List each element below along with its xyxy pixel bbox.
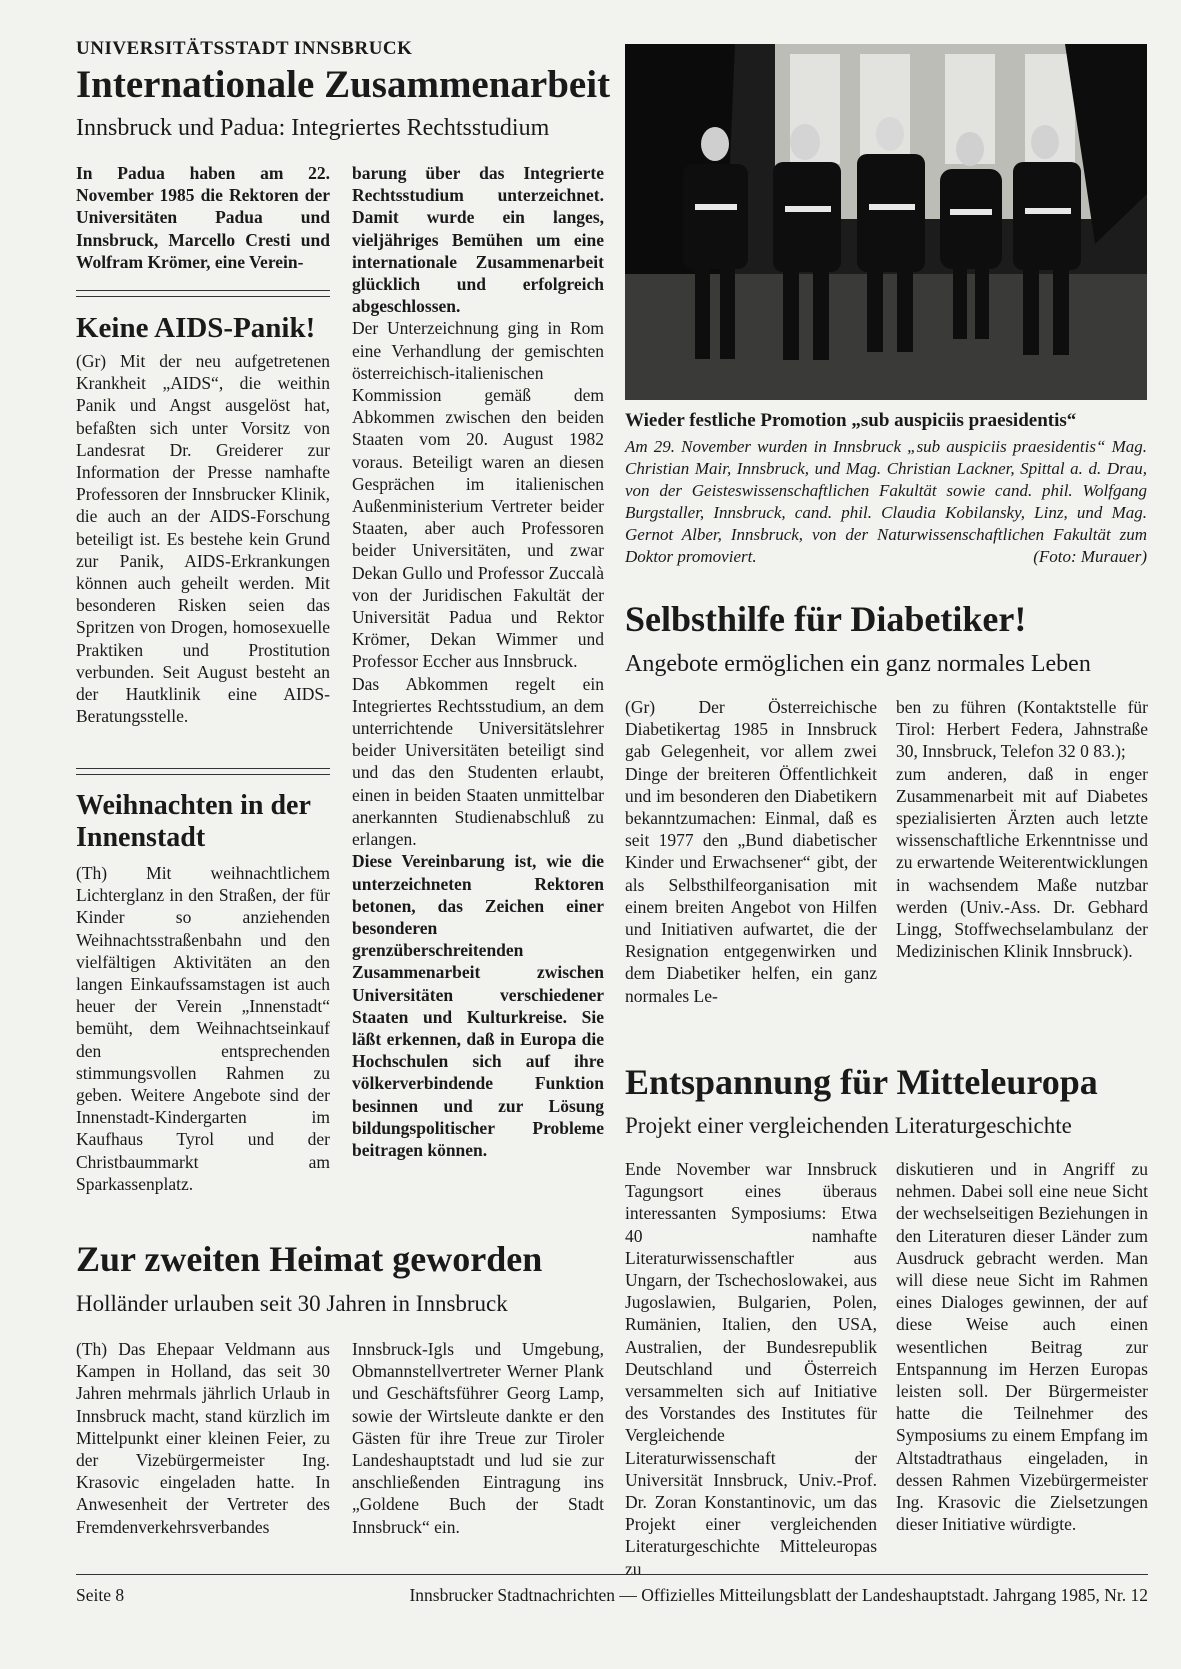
- mitteleuropa-col1: Ende November war Innsbruck Tagungsort eines überaus interessanten Symposiums: Etwa 40 namhafte Literaturwissenschaftler aus Ungarn, der Tschechoslowakei, aus Jugoslawien, Bulgarien, Polen, Rumänien, Italien, den USA, Australien, der Bundesrepublik Deutschland und Österreich versammelten sich auf Initiative des Vorstandes des Institutes für Vergleichende Literaturwissenschaft der Universität Innsbruck, Univ.-Prof. Dr. Zoran Konstantinovic, um das Projekt einer vergleichenden Literaturgeschichte Mitteleuropas zu: [625, 1159, 877, 1579]
- photo-credit: (Foto: Murauer): [1033, 547, 1147, 566]
- publication-info: Innsbrucker Stadtnachrichten — Offizielles Mitteilungsblatt der Landeshauptstadt. Jahrgang 1985, Nr. 12: [409, 1585, 1148, 1605]
- diabetiker-col2a: ben zu führen (Kontaktstelle für Tirol: Herbert Federa, Jahnstraße 30, Innsbruck, Telefon 32 0 83.);: [896, 697, 1148, 762]
- aids-title: Keine AIDS-Panik!: [76, 312, 316, 344]
- weihnachten-text: (Th) Mit weihnachtlichem Lichterglanz in den Straßen, der für Kinder so anziehenden Weihnachtsstraßenbahn und den vielfältigen Aktivitäten an den langen Einkaufssamstagen ist auch heuer der Verein „Innenstadt“ bemüht, dem Weihnachtseinkauf den entsprechenden stimmungsvollen Rahmen zu geben. Weitere Angebote sind der Innenstadt-Kindergarten im Kaufhaus Tyrol und der Christbaummarkt am Sparkassenplatz.: [76, 863, 330, 1194]
- aids-text: (Gr) Mit der neu aufgetretenen Krankheit „AIDS“, die weithin Panik und Angst ausgelöst hat, befaßten sich unter Vorsitz von Landesrat Dr. Greiderer zur Information der Presse namhafte Professoren der Innsbrucker Klinik, die auch an der AIDS-Forschung beteiligt ist. Es bestehe kein Grund zur Panik, AIDS-Erkrankungen können auch geheilt werden. Mit besonderen Risken seien das Spritzen von Drogen, homosexuelle Praktiken und Prostitution verbunden. Seit August besteht an der Hautklinik eine AIDS-Beratungsstelle.: [76, 351, 330, 727]
- main-article-lead-col1: In Padua haben am 22. November 1985 die Rektoren der Universitäten Padua und Innsbruck, Marcello Cresti und Wolfram Krömer, eine Verein-: [76, 163, 330, 272]
- promotion-photo: [625, 44, 1147, 400]
- heimat-col2: Innsbruck-Igls und Umgebung, Obmannstellvertreter Werner Plank und Geschäftsführer Georg Lamp, sowie der Wirtsleute dankte er den Gästen für ihre Treue zur Tiroler Landeshauptstadt und lud sie zur anschließenden Eintragung ins „Goldene Buch der Stadt Innsbruck“ ein.: [352, 1339, 604, 1537]
- main-article-para3: Das Abkommen regelt ein Integriertes Rechtsstudium, an dem unterrichtende Universitätslehrer beider Universitäten beteiligt sind und das den Studenten erlaubt, einen in beiden Staaten unmittelbar anerkannten Studienabschluß zu erlangen.: [352, 673, 604, 850]
- heimat-subtitle: Holländer urlauben seit 30 Jahren in Innsbruck: [76, 1291, 508, 1316]
- main-article-lead-col2: barung über das Integrierte Rechtsstudium unterzeichnet. Damit wurde ein langes, vieljähriges Bemühen um eine internationale Zusammenarbeit glücklich und erfolgreich abgeschlossen.: [352, 163, 604, 317]
- page-number: Seite 8: [76, 1585, 125, 1605]
- photo-caption-title: Wieder festliche Promotion „sub auspiciis praesidentis“: [625, 410, 1077, 431]
- photo-graphic: [625, 44, 1147, 400]
- photo-caption-text: Am 29. November wurden in Innsbruck „sub auspiciis praesidentis“ Mag. Christian Mair, Innsbruck, und Mag. Christian Lackner, Spittal a. d. Drau, von der Geisteswissenschaftlichen Fakultät sowie cand. phil. Wolfgang Burgstaller, Innsbruck, cand. phil. Claudia Kobilansky, Linz, und Mag. Gernot Alber, Innsbruck, von der Naturwissenschaftlichen Fakultät zum Doktor promoviert.: [625, 437, 1147, 566]
- divider: [76, 290, 330, 297]
- main-article-subtitle: Innsbruck und Padua: Integriertes Rechtsstudium: [76, 115, 550, 141]
- main-article-para2: Der Unterzeichnung ging in Rom eine Verhandlung der gemischten österreichisch-italienischen Kommission gemäß dem Abkommen zwischen den beiden Staaten vom 20. August 1982 voraus. Beteiligt waren an diesen Gesprächen im italienischen Außenministerium Vertreter beider Staaten, aber auch Professoren beider Universitäten, und zwar Dekan Gullo und Professor Zuccalà von der Juridischen Fakultät der Universität Padua und Rektor Krömer, Dekan Wimmer und Professor Eccher aus Innsbruck.: [352, 318, 604, 672]
- heimat-title: Zur zweiten Heimat geworden: [76, 1239, 543, 1279]
- divider: [76, 768, 330, 775]
- section-kicker: UNIVERSITÄTSSTADT INNSBRUCK: [76, 38, 413, 59]
- mitteleuropa-col2: diskutieren und in Angriff zu nehmen. Dabei soll eine neue Sicht der wechselseitigen Beziehungen in den Literaturen dieser Länder zum Ausdruck gebracht werden. Man will diese neue Sicht im Rahmen eines Dialoges gewinnen, der auf diese Weise auch einen wesentlichen Beitrag zur Entspannung im Herzen Europas leisten soll. Der Bürgermeister hatte die Teilnehmer des Symposiums zu einem Empfang im Altstadtrathaus eingeladen, in dessen Rahmen Vizebürgermeister Ing. Krasovic die Zielsetzungen dieser Initiative würdigte.: [896, 1159, 1148, 1535]
- page-footer: [76, 1585, 1148, 1606]
- main-article-para4: Diese Vereinbarung ist, wie die unterzeichneten Rektoren betonen, das Zeichen einer besonderen grenzüberschreitenden Zusammenarbeit zwischen Universitäten verschiedener Staaten und Kulturkreise. Sie läßt erkennen, daß in Europa die Hochschulen sich auf ihre völkerverbindende Funktion besinnen und zur Lösung bildungspolitischer Probleme beitragen können.: [352, 851, 604, 1160]
- footer-divider: [76, 1574, 1148, 1575]
- main-article-title: Internationale Zusammenarbeit: [76, 63, 611, 106]
- diabetiker-title: Selbsthilfe für Diabetiker!: [625, 599, 1027, 639]
- mitteleuropa-subtitle: Projekt einer vergleichenden Literaturgeschichte: [625, 1113, 1072, 1138]
- diabetiker-col2b: zum anderen, daß in enger Zusammenarbeit mit auf Diabetes spezialisierten Ärzten auch letzte wissenschaftliche Erkenntnisse und zu erwartende Weiterentwicklungen in wachsendem Maße nutzbar werden (Univ.-Ass. Dr. Gebhard Lingg, Stoffwechselambulanz der Medizinischen Klinik Innsbruck).: [896, 763, 1148, 962]
- heimat-col1: (Th) Das Ehepaar Veldmann aus Kampen in Holland, das seit 30 Jahren mehrmals jährlich Urlaub in Innsbruck macht, stand kürzlich im Mittelpunkt einer kleinen Feier, zu der Vizebürgermeister Ing. Krasovic eingeladen hatte. In Anwesenheit der Vertreter des Fremdenverkehrsverbandes: [76, 1339, 330, 1537]
- weihnachten-title: Weihnachten in der Innenstadt: [76, 790, 311, 854]
- diabetiker-col1: (Gr) Der Österreichische Diabetikertag 1985 in Innsbruck gab Gelegenheit, vor allem zwei Dinge der breiteren Öffentlichkeit und im besonderen den Diabetikern bekanntzumachen: Einmal, daß es seit 1977 den „Bund diabetischer Kinder und Erwachsener“ gibt, der als Selbsthilfeorganisation mit einem breiten Angebot von Hilfen und Initiativen aufwartet, die der Resignation entgegenwirken und dem Diabetiker helfen, ein ganz normales Le-: [625, 697, 877, 1006]
- diabetiker-subtitle: Angebote ermöglichen ein ganz normales Leben: [625, 651, 1091, 677]
- mitteleuropa-title: Entspannung für Mitteleuropa: [625, 1062, 1098, 1102]
